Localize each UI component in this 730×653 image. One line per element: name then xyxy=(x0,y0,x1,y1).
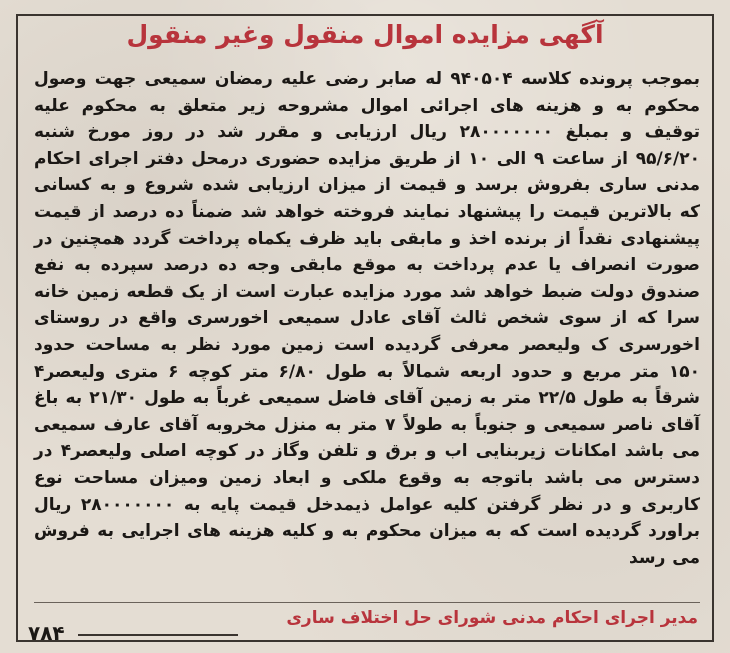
ad-number: ۷۸۴ xyxy=(28,621,65,645)
ad-number-rule xyxy=(78,634,238,636)
notice-title: آگهی مزایده اموال منقول وغیر منقول xyxy=(126,20,604,49)
notice-body: بموجب پرونده کلاسه ۹۴۰۵۰۴ له صابر رضی علیه رمضان سمیعی جهت وصول محکوم به و هزینه های اجرائی اموال مشروحه زیر متعلق به محکوم علیه توقیف و بمبلغ ۲۸۰۰۰۰۰۰۰ ریال ارزیابی و مقرر شد در روز مورخ شنبه ۹۵/۶/۲۰ از ساعت ۹ الی ۱۰ از طریق مزایده حضوری درمحل دفتر اجرای احکام مدنی ساری بفروش برسد و قیمت از میزان ارزیابی شده شروع و به کسانی که بالاترین قیمت را پیشنهاد نمایند فروخته خواهد شد ضمناً ده درصد از قیمت پیشنهادی نقداً از برنده اخذ و مابقی باید ظرف یکماه پرداخت گردد همچنین در صورت انصراف یا عدم پرداخت به موقع مابقی وجه ده درصد سپرده به نفع صندوق دولت ضبط خواهد شد مورد مزایده عبارت است از یک قطعه زمین خانه سرا که از سوی شخص ثالث آقای عادل سمیعی اخورسری واقع در روستای اخورسری ک ولیعصر معرفی گردیده است زمین مورد نظر به مساحت حدود ۱۵۰ متر مربع و حدود اربعه شمالاً به طول ۶/۸۰ متر کوچه ۶ متری ولیعصر۴ شرقاً به طول ۲۲/۵ متر به زمین آقای فاضل سمیعی غرباً به طول ۲۱/۳۰ به باغ آقای ناصر سمیعی و جنوباً به طولاً ۷ متر به منزل مخروبه آقای عارف سمیعی می باشد امکانات زیربنایی اب و برق و تلفن وگاز در کوچه اصلی ولیعصر۴ در دسترس می باشد باتوجه به وقوع ملکی و ابعاد زمین ومیزان مساحت نوع کاربری و در نظر گرفتن کلیه عوامل ذیمدخل قیمت پایه به ۲۸۰۰۰۰۰۰۰ ریال براورد گردیده است که به میزان محکوم به و کلیه هزینه های اجرایی به فروش می رسد xyxy=(34,69,701,568)
footer-divider xyxy=(34,602,700,603)
signature-line: مدیر اجرای احکام مدنی شورای حل اختلاف ساری xyxy=(286,608,698,628)
